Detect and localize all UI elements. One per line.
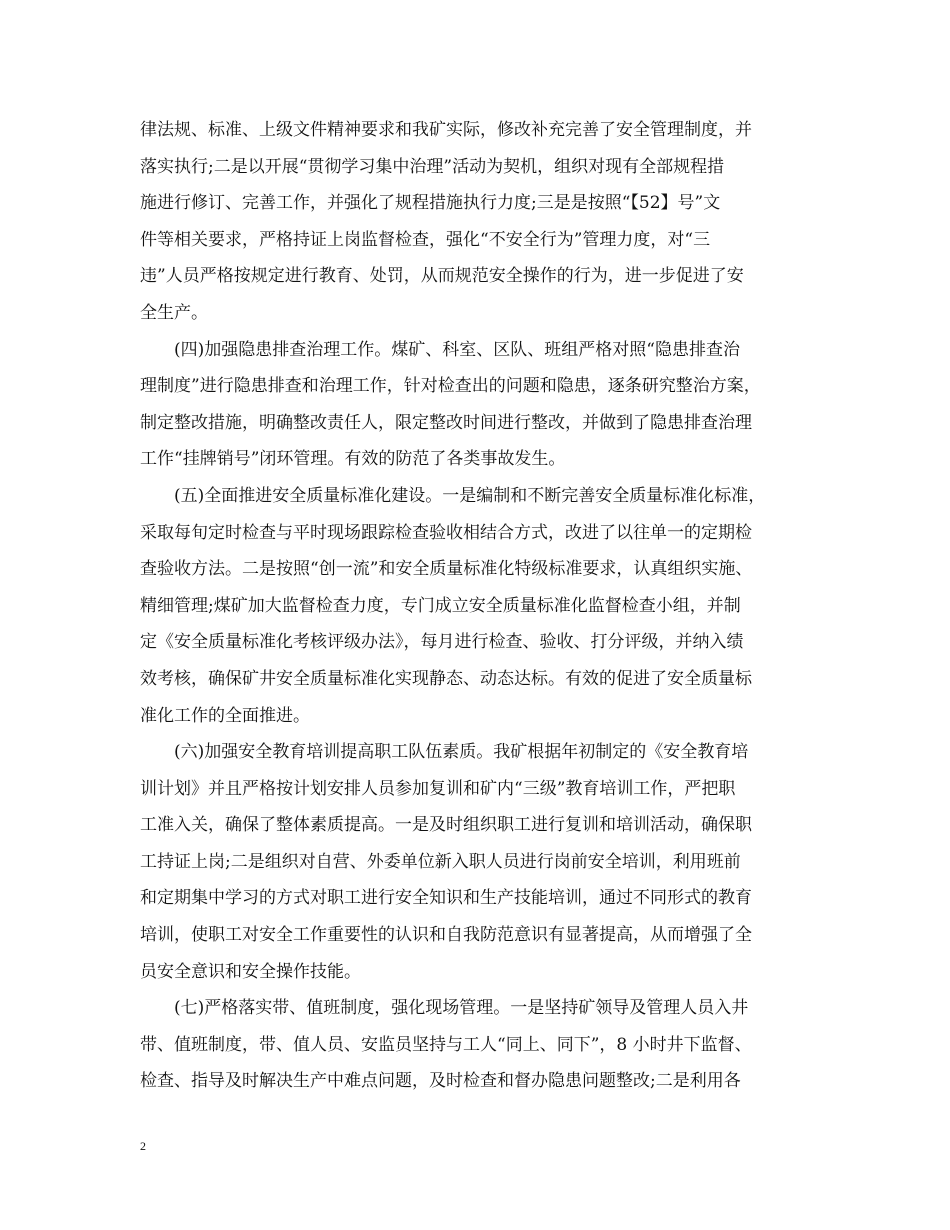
- text-line: 准化工作的全面推进。: [140, 705, 310, 726]
- text-line: 制定整改措施，明确整改责任人，限定整改时间进行整改，并做到了隐患排查治理: [140, 412, 752, 433]
- text-line: 效考核，确保矿井安全质量标准化实现静态、动态达标。有效的促进了安全质量标: [140, 668, 752, 689]
- text-line: 员安全意识和安全操作技能。: [140, 961, 361, 982]
- text-line: 训计划》并且严格按计划安排人员参加复训和矿内“三级”教育培训工作，严把职: [140, 778, 736, 799]
- text-line: (四)加强隐患排查治理工作。煤矿、科室、区队、班组严格对照“隐患排查治: [140, 339, 740, 360]
- text-line: 查验收方法。二是按照“创一流”和安全质量标准化特级标准要求，认真组织实施、: [140, 559, 753, 580]
- text-line: 件等相关要求，严格持证上岗监督检查，强化“不安全行为”管理力度，对“三: [140, 229, 711, 250]
- text-line: 律法规、标准、上级文件精神要求和我矿实际，修改补充完善了安全管理制度，并: [140, 120, 752, 140]
- text-line: 采取每旬定时检查与平时现场跟踪检查验收相结合方式，改进了以往单一的定期检: [140, 522, 752, 543]
- text-line: (七)严格落实带、值班制度，强化现场管理。一是坚持矿领导及管理人员入井: [140, 998, 749, 1019]
- text-line: 施进行修订、完善工作，并强化了规程措施执行力度;三是是按照“【52】号”文: [140, 193, 721, 214]
- text-line: 理制度”进行隐患排查和治理工作，针对检查出的问题和隐患，逐条研究整治方案，: [140, 376, 761, 397]
- text-line: 全生产。: [140, 302, 208, 323]
- text-line: 落实执行;二是以开展“贯彻学习集中治理”活动为契机，组织对现有全部规程措: [140, 156, 725, 177]
- text-line: (六)加强安全教育培训提高职工队伍素质。我矿根据年初制定的《安全教育培: [140, 742, 749, 763]
- text-line: 违”人员严格按规定进行教育、处罚，从而规范安全操作的行为，进一步促进了安: [140, 266, 744, 287]
- text-line: 工准入关，确保了整体素质提高。一是及时组织职工进行复训和培训活动，确保职: [140, 815, 752, 836]
- text-line: (五)全面推进安全质量标准化建设。一是编制和不断完善安全质量标准化标准，: [140, 485, 766, 506]
- text-line: 定《安全质量标准化考核评级办法》，每月进行检查、验收、打分评级，并纳入绩: [140, 632, 744, 653]
- text-line: 培训，使职工对安全工作重要性的认识和自我防范意识有显著提高，从而增强了全: [140, 925, 752, 946]
- text-line: 工作“挂牌销号”闭环管理。有效的防范了各类事故发生。: [140, 449, 566, 470]
- text-line: 检查、指导及时解决生产中难点问题，及时检查和督办隐患问题整改;二是利用各: [140, 1071, 741, 1092]
- text-line: 精细管理;煤矿加大监督检查力度，专门成立安全质量标准化监督检查小组，并制: [140, 595, 741, 616]
- text-line: 带、值班制度，带、值人员、安监员坚持与工人“同上、同下”，8 小时井下监督、: [140, 1034, 752, 1055]
- text-line: 工持证上岗;二是组织对自营、外委单位新入职人员进行岗前安全培训，利用班前: [140, 851, 741, 872]
- page-number: 2: [140, 1139, 146, 1153]
- text-line: 和定期集中学习的方式对职工进行安全知识和生产技能培训，通过不同形式的教育: [140, 888, 752, 909]
- body-text: [140, 112, 820, 1100]
